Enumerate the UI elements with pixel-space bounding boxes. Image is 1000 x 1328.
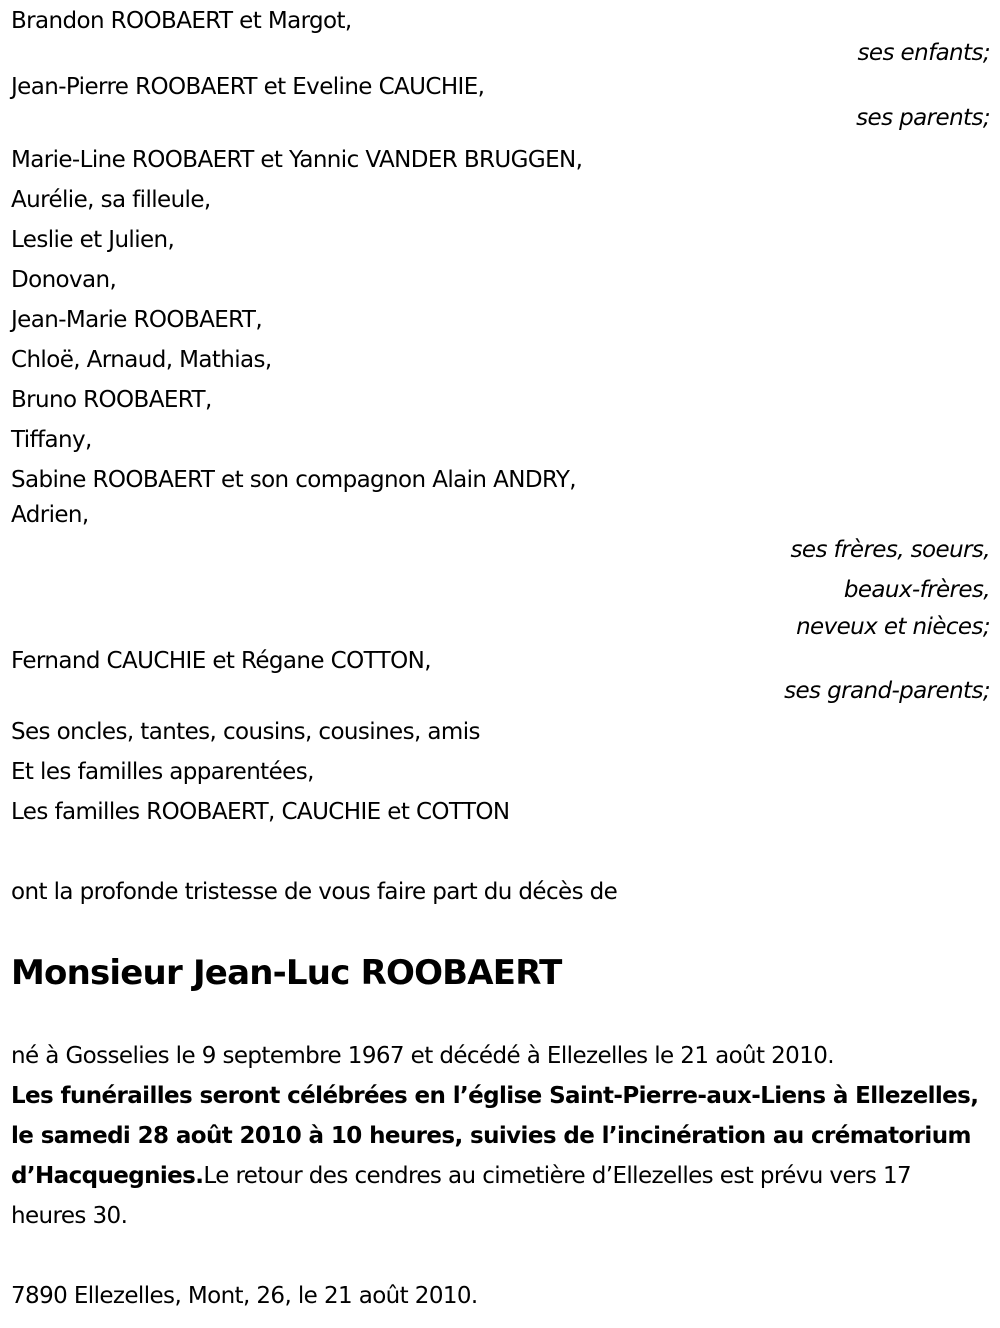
relation-label: ses parents; — [856, 105, 990, 131]
funeral-details-bold: Les funérailles seront célébrées en l’église Saint-Pierre-aux-Liens à Ellezelles, le samedi 28 août 2010 à 10 heures, suivies de l’incinération au crématorium d’Hacquegnies. — [11, 1083, 979, 1189]
family-group-grandparents — [11, 644, 990, 708]
family-line: Leslie et Julien, — [11, 227, 175, 253]
family-line: Bruno ROOBAERT, — [11, 387, 212, 413]
extended-family-line: Ses oncles, tantes, cousins, cousines, amis — [11, 719, 480, 745]
family-line: Fernand CAUCHIE et Régane COTTON, — [11, 648, 431, 674]
address-date: 7890 Ellezelles, Mont, 26, le 21 août 2010. — [11, 1283, 478, 1309]
family-line: Jean-Marie ROOBAERT, — [11, 307, 263, 333]
family-line: Marie-Line ROOBAERT et Yannic VANDER BRUGGEN, — [11, 147, 583, 173]
family-line: Brandon ROOBAERT et Margot, — [11, 8, 352, 34]
spacer — [11, 1236, 990, 1276]
funeral-details-normal: Le retour des cendres au cimetière d’Ellezelles est prévu vers 17 heures 30. — [11, 1163, 912, 1229]
deceased-name: Monsieur Jean-Luc ROOBAERT — [11, 953, 562, 993]
family-line: Aurélie, sa filleule, — [11, 187, 211, 213]
relation-label: ses frères, soeurs, — [790, 537, 990, 563]
announcement-text: ont la profonde tristesse de vous faire part du décès de — [11, 879, 618, 905]
extended-family — [11, 708, 990, 832]
family-line: Adrien, — [11, 502, 89, 528]
extended-family-line: Les familles ROOBAERT, CAUCHIE et COTTON — [11, 799, 510, 825]
family-group-children — [11, 0, 990, 70]
family-line: Chloë, Arnaud, Mathias, — [11, 347, 272, 373]
family-line: Jean-Pierre ROOBAERT et Eveline CAUCHIE, — [11, 74, 485, 100]
family-line: Tiffany, — [11, 427, 92, 453]
relation-label: ses grand-parents; — [784, 678, 990, 704]
family-line: Donovan, — [11, 267, 117, 293]
relation-label: ses enfants; — [857, 40, 990, 66]
relation-label: beaux-frères, — [843, 577, 990, 603]
extended-family-line: Et les familles apparentées, — [11, 759, 314, 785]
funeral-paragraph — [11, 1076, 986, 1236]
family-group-siblings — [11, 134, 990, 644]
spacer — [11, 832, 990, 872]
family-group-parents — [11, 70, 990, 134]
family-line: Sabine ROOBAERT et son compagnon Alain ANDRY, — [11, 467, 577, 493]
birth-death-text: né à Gosselies le 9 septembre 1967 et décédé à Ellezelles le 21 août 2010. — [11, 1043, 834, 1069]
relation-label: neveux et nièces; — [796, 614, 990, 640]
